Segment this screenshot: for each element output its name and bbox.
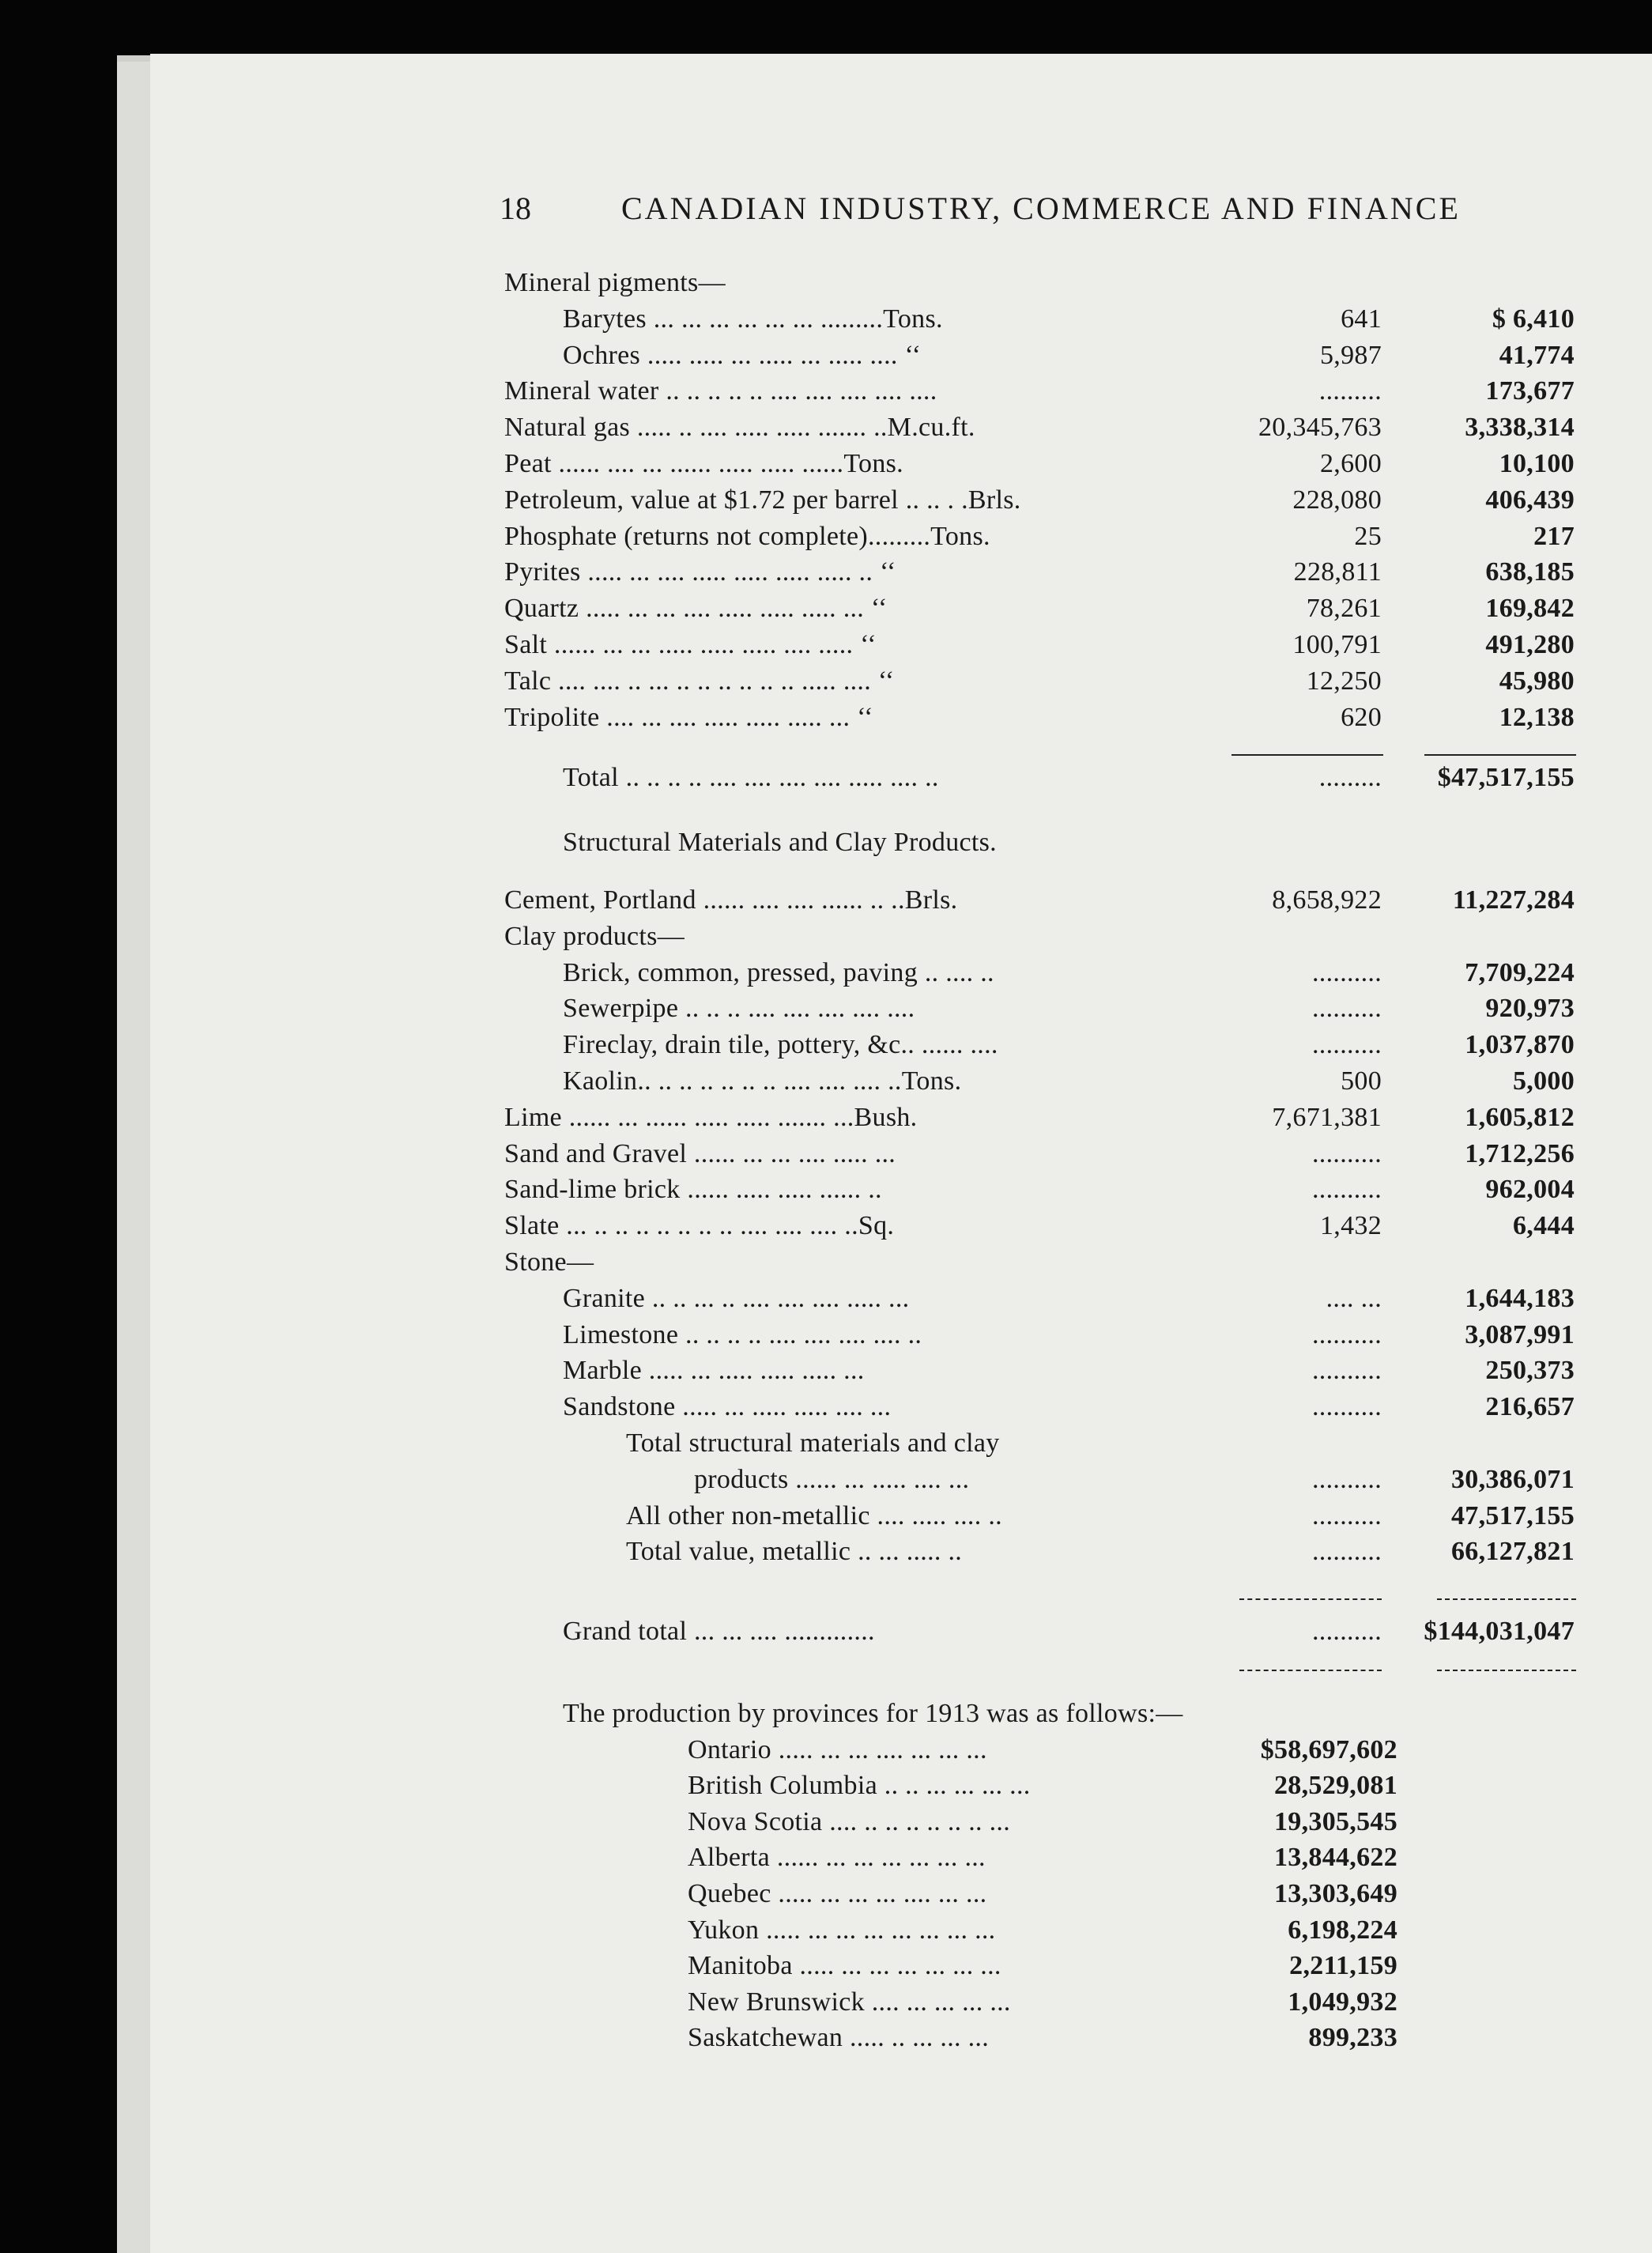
row-label: Natural gas ..... .. .... ..... ..... ....... ..M.cu.ft. bbox=[504, 413, 975, 443]
province-value: 13,844,622 bbox=[1274, 1843, 1397, 1873]
section-heading: Mineral pigments— bbox=[504, 268, 726, 297]
row-value: 41,774 bbox=[1499, 340, 1575, 370]
row-label: Phosphate (returns not complete).........Tons. bbox=[504, 521, 990, 551]
row-quantity: .... ... bbox=[1326, 1283, 1382, 1313]
row-value: 11,227,284 bbox=[1452, 885, 1575, 915]
row-quantity: 7,671,381 bbox=[1272, 1102, 1382, 1132]
row-value: 6,444 bbox=[1513, 1211, 1575, 1241]
row-value: 1,605,812 bbox=[1465, 1102, 1575, 1132]
row-label: Slate ... .. .. .. .. .. .. .. .... .... .... ..Sq. bbox=[504, 1211, 895, 1241]
province-name: British Columbia .. .. ... ... ... ... bbox=[688, 1771, 1031, 1801]
province-value: 2,211,159 bbox=[1289, 1951, 1397, 1981]
row-value: 250,373 bbox=[1485, 1356, 1575, 1386]
row-value: 173,677 bbox=[1485, 376, 1575, 406]
row-value: 216,657 bbox=[1485, 1392, 1575, 1422]
row-label: Talc .... .... .. ... .. .. .. .. .. .. ..... .... ‘‘ bbox=[504, 666, 895, 696]
row-quantity: 25 bbox=[1354, 521, 1382, 551]
row-quantity: 8,658,922 bbox=[1272, 885, 1382, 915]
page-number: 18 bbox=[500, 191, 531, 226]
row-quantity: 78,261 bbox=[1306, 594, 1382, 624]
row-quantity: 2,600 bbox=[1320, 449, 1382, 478]
row-quantity: 5,987 bbox=[1320, 340, 1382, 370]
row-quantity: 12,250 bbox=[1306, 666, 1382, 696]
row-quantity: .......... bbox=[1312, 1138, 1382, 1168]
row-label: Clay products— bbox=[504, 921, 685, 951]
row-value: 45,980 bbox=[1499, 666, 1575, 696]
row-quantity: 100,791 bbox=[1292, 630, 1382, 659]
row-label: Petroleum, value at $1.72 per barrel .. .. . .Brls. bbox=[504, 485, 1021, 515]
metallic-label: Total value, metallic .. ... ..... .. bbox=[626, 1537, 963, 1567]
row-value: 962,004 bbox=[1485, 1175, 1575, 1205]
row-quantity: .......... bbox=[1312, 994, 1382, 1024]
row-value: 638,185 bbox=[1485, 557, 1575, 587]
row-label: Mineral water .. .. .. .. .. .... .... .... .... .... bbox=[504, 376, 937, 406]
row-value: 169,842 bbox=[1485, 594, 1575, 624]
total-value: $47,517,155 bbox=[1437, 763, 1575, 792]
province-name: Quebec ..... ... ... ... .... ... ... bbox=[688, 1879, 987, 1908]
grand-rule-value bbox=[1437, 1598, 1576, 1600]
subtotal-label: Total structural materials and clay bbox=[626, 1428, 1000, 1458]
row-quantity: .......... bbox=[1312, 1030, 1382, 1060]
row-label: Quartz ..... ... ... .... ..... ..... ..... ... ‘‘ bbox=[504, 594, 888, 624]
row-quantity: .......... bbox=[1312, 1392, 1382, 1422]
section-heading: Structural Materials and Clay Products. bbox=[563, 828, 997, 857]
total-rule-value bbox=[1424, 754, 1576, 756]
province-value: 13,303,649 bbox=[1274, 1879, 1397, 1908]
total-rule-qty bbox=[1231, 754, 1383, 756]
row-label: Sand and Gravel ...... ... ... .... ..... ... bbox=[504, 1138, 896, 1168]
row-label: Brick, common, pressed, paving .. .... .. bbox=[563, 957, 994, 987]
province-name: New Brunswick .... ... ... ... ... bbox=[688, 1987, 1011, 2017]
row-label: Barytes ... ... ... ... ... ... .........Tons. bbox=[563, 304, 943, 334]
row-label: Sand-lime brick ...... ..... ..... ...... .. bbox=[504, 1175, 882, 1205]
province-value: $58,697,602 bbox=[1260, 1734, 1397, 1764]
province-name: Ontario ..... ... ... .... ... ... ... bbox=[688, 1734, 987, 1764]
row-label: Peat ...... .... ... ...... ..... ..... ......Tons. bbox=[504, 449, 903, 478]
other-label: All other non-metallic .... ..... .... .. bbox=[626, 1500, 1002, 1530]
metallic-quantity: .......... bbox=[1312, 1537, 1382, 1567]
page-title: CANADIAN INDUSTRY, COMMERCE AND FINANCE bbox=[621, 191, 1461, 226]
row-label: Limestone .. .. .. .. .... .... .... .... .. bbox=[563, 1319, 922, 1349]
grand-total-value: $144,031,047 bbox=[1424, 1617, 1575, 1646]
grand-rule-value-bottom bbox=[1437, 1670, 1576, 1671]
row-label: Marble ..... ... ..... ..... ..... ... bbox=[563, 1356, 865, 1386]
row-quantity: .......... bbox=[1312, 1319, 1382, 1349]
grand-total-quantity: .......... bbox=[1312, 1617, 1382, 1646]
provinces-intro: The production by provinces for 1913 was as follows:— bbox=[563, 1699, 1183, 1728]
row-quantity: 641 bbox=[1341, 304, 1382, 334]
row-value: 3,087,991 bbox=[1465, 1319, 1575, 1349]
row-quantity: 228,080 bbox=[1292, 485, 1382, 515]
grand-total-label: Grand total ... ... .... ............. bbox=[563, 1617, 875, 1646]
row-quantity: 1,432 bbox=[1320, 1211, 1382, 1241]
row-value: 3,338,314 bbox=[1465, 413, 1575, 443]
row-label: Tripolite .... ... .... ..... ..... ..... ... ‘‘ bbox=[504, 702, 873, 732]
row-quantity: 20,345,763 bbox=[1258, 413, 1382, 443]
row-label: Stone— bbox=[504, 1247, 594, 1277]
subtotal-label-cont: products ...... ... ..... .... ... bbox=[694, 1464, 970, 1494]
row-label: Sandstone ..... ... ..... ..... .... ... bbox=[563, 1392, 892, 1422]
province-name: Manitoba ..... ... ... ... ... ... ... bbox=[688, 1951, 1001, 1981]
row-quantity: .......... bbox=[1312, 1356, 1382, 1386]
province-value: 28,529,081 bbox=[1274, 1771, 1397, 1801]
other-quantity: .......... bbox=[1312, 1500, 1382, 1530]
row-quantity: .......... bbox=[1312, 1175, 1382, 1205]
province-value: 1,049,932 bbox=[1288, 1987, 1397, 2017]
row-label: Cement, Portland ...... .... .... ...... .. ..Brls. bbox=[504, 885, 958, 915]
page-edge bbox=[117, 62, 153, 2253]
row-quantity: 228,811 bbox=[1293, 557, 1382, 587]
row-label: Granite .. .. ... .. .... .... .... ..... ... bbox=[563, 1283, 910, 1313]
row-value: $ 6,410 bbox=[1492, 304, 1575, 334]
row-value: 920,973 bbox=[1485, 994, 1575, 1024]
province-value: 19,305,545 bbox=[1274, 1806, 1397, 1836]
row-label: Lime ...... ... ...... ..... ..... ....... ...Bush. bbox=[504, 1102, 918, 1132]
row-label: Fireclay, drain tile, pottery, &c.. ...... .... bbox=[563, 1030, 998, 1060]
province-name: Alberta ...... ... ... ... ... ... ... bbox=[688, 1843, 986, 1873]
total-label: Total .. .. .. .. .... .... .... .... ..... .... .. bbox=[563, 763, 939, 792]
row-value: 217 bbox=[1533, 521, 1575, 551]
row-quantity: 620 bbox=[1341, 702, 1382, 732]
row-label: Ochres ..... ..... ... ..... ... ..... .... ‘‘ bbox=[563, 340, 922, 370]
province-name: Nova Scotia .... .. .. .. .. .. .. ... bbox=[688, 1806, 1011, 1836]
row-value: 7,709,224 bbox=[1465, 957, 1575, 987]
subtotal-value: 30,386,071 bbox=[1451, 1464, 1575, 1494]
total-quantity: ......... bbox=[1318, 763, 1382, 792]
row-value: 491,280 bbox=[1485, 630, 1575, 659]
row-value: 406,439 bbox=[1485, 485, 1575, 515]
row-label: Sewerpipe .. .. .. .... .... .... .... .... bbox=[563, 994, 915, 1024]
metallic-value: 66,127,821 bbox=[1451, 1537, 1575, 1567]
row-quantity: .......... bbox=[1312, 957, 1382, 987]
row-label: Pyrites ..... ... .... ..... ..... ..... ..... .. ‘‘ bbox=[504, 557, 896, 587]
row-label: Kaolin.. .. .. .. .. .. .. .... .... .... ..Tons. bbox=[563, 1066, 962, 1096]
other-value: 47,517,155 bbox=[1451, 1500, 1575, 1530]
row-value: 5,000 bbox=[1513, 1066, 1575, 1096]
province-value: 6,198,224 bbox=[1288, 1915, 1397, 1945]
row-value: 1,644,183 bbox=[1465, 1283, 1575, 1313]
row-label: Salt ...... ... ... ..... ..... ..... .... ..... ‘‘ bbox=[504, 630, 877, 659]
row-value: 1,037,870 bbox=[1465, 1030, 1575, 1060]
province-value: 899,233 bbox=[1308, 2023, 1397, 2053]
row-quantity: 500 bbox=[1341, 1066, 1382, 1096]
row-quantity: ......... bbox=[1318, 376, 1382, 406]
row-value: 1,712,256 bbox=[1465, 1138, 1575, 1168]
subtotal-quantity: .......... bbox=[1312, 1464, 1382, 1494]
province-name: Saskatchewan ..... .. ... ... ... bbox=[688, 2023, 989, 2053]
row-value: 10,100 bbox=[1499, 449, 1575, 478]
province-name: Yukon ..... ... ... ... ... ... ... ... bbox=[688, 1915, 996, 1945]
grand-rule-qty-bottom bbox=[1239, 1670, 1382, 1671]
grand-rule-qty bbox=[1239, 1598, 1382, 1600]
row-value: 12,138 bbox=[1499, 702, 1575, 732]
